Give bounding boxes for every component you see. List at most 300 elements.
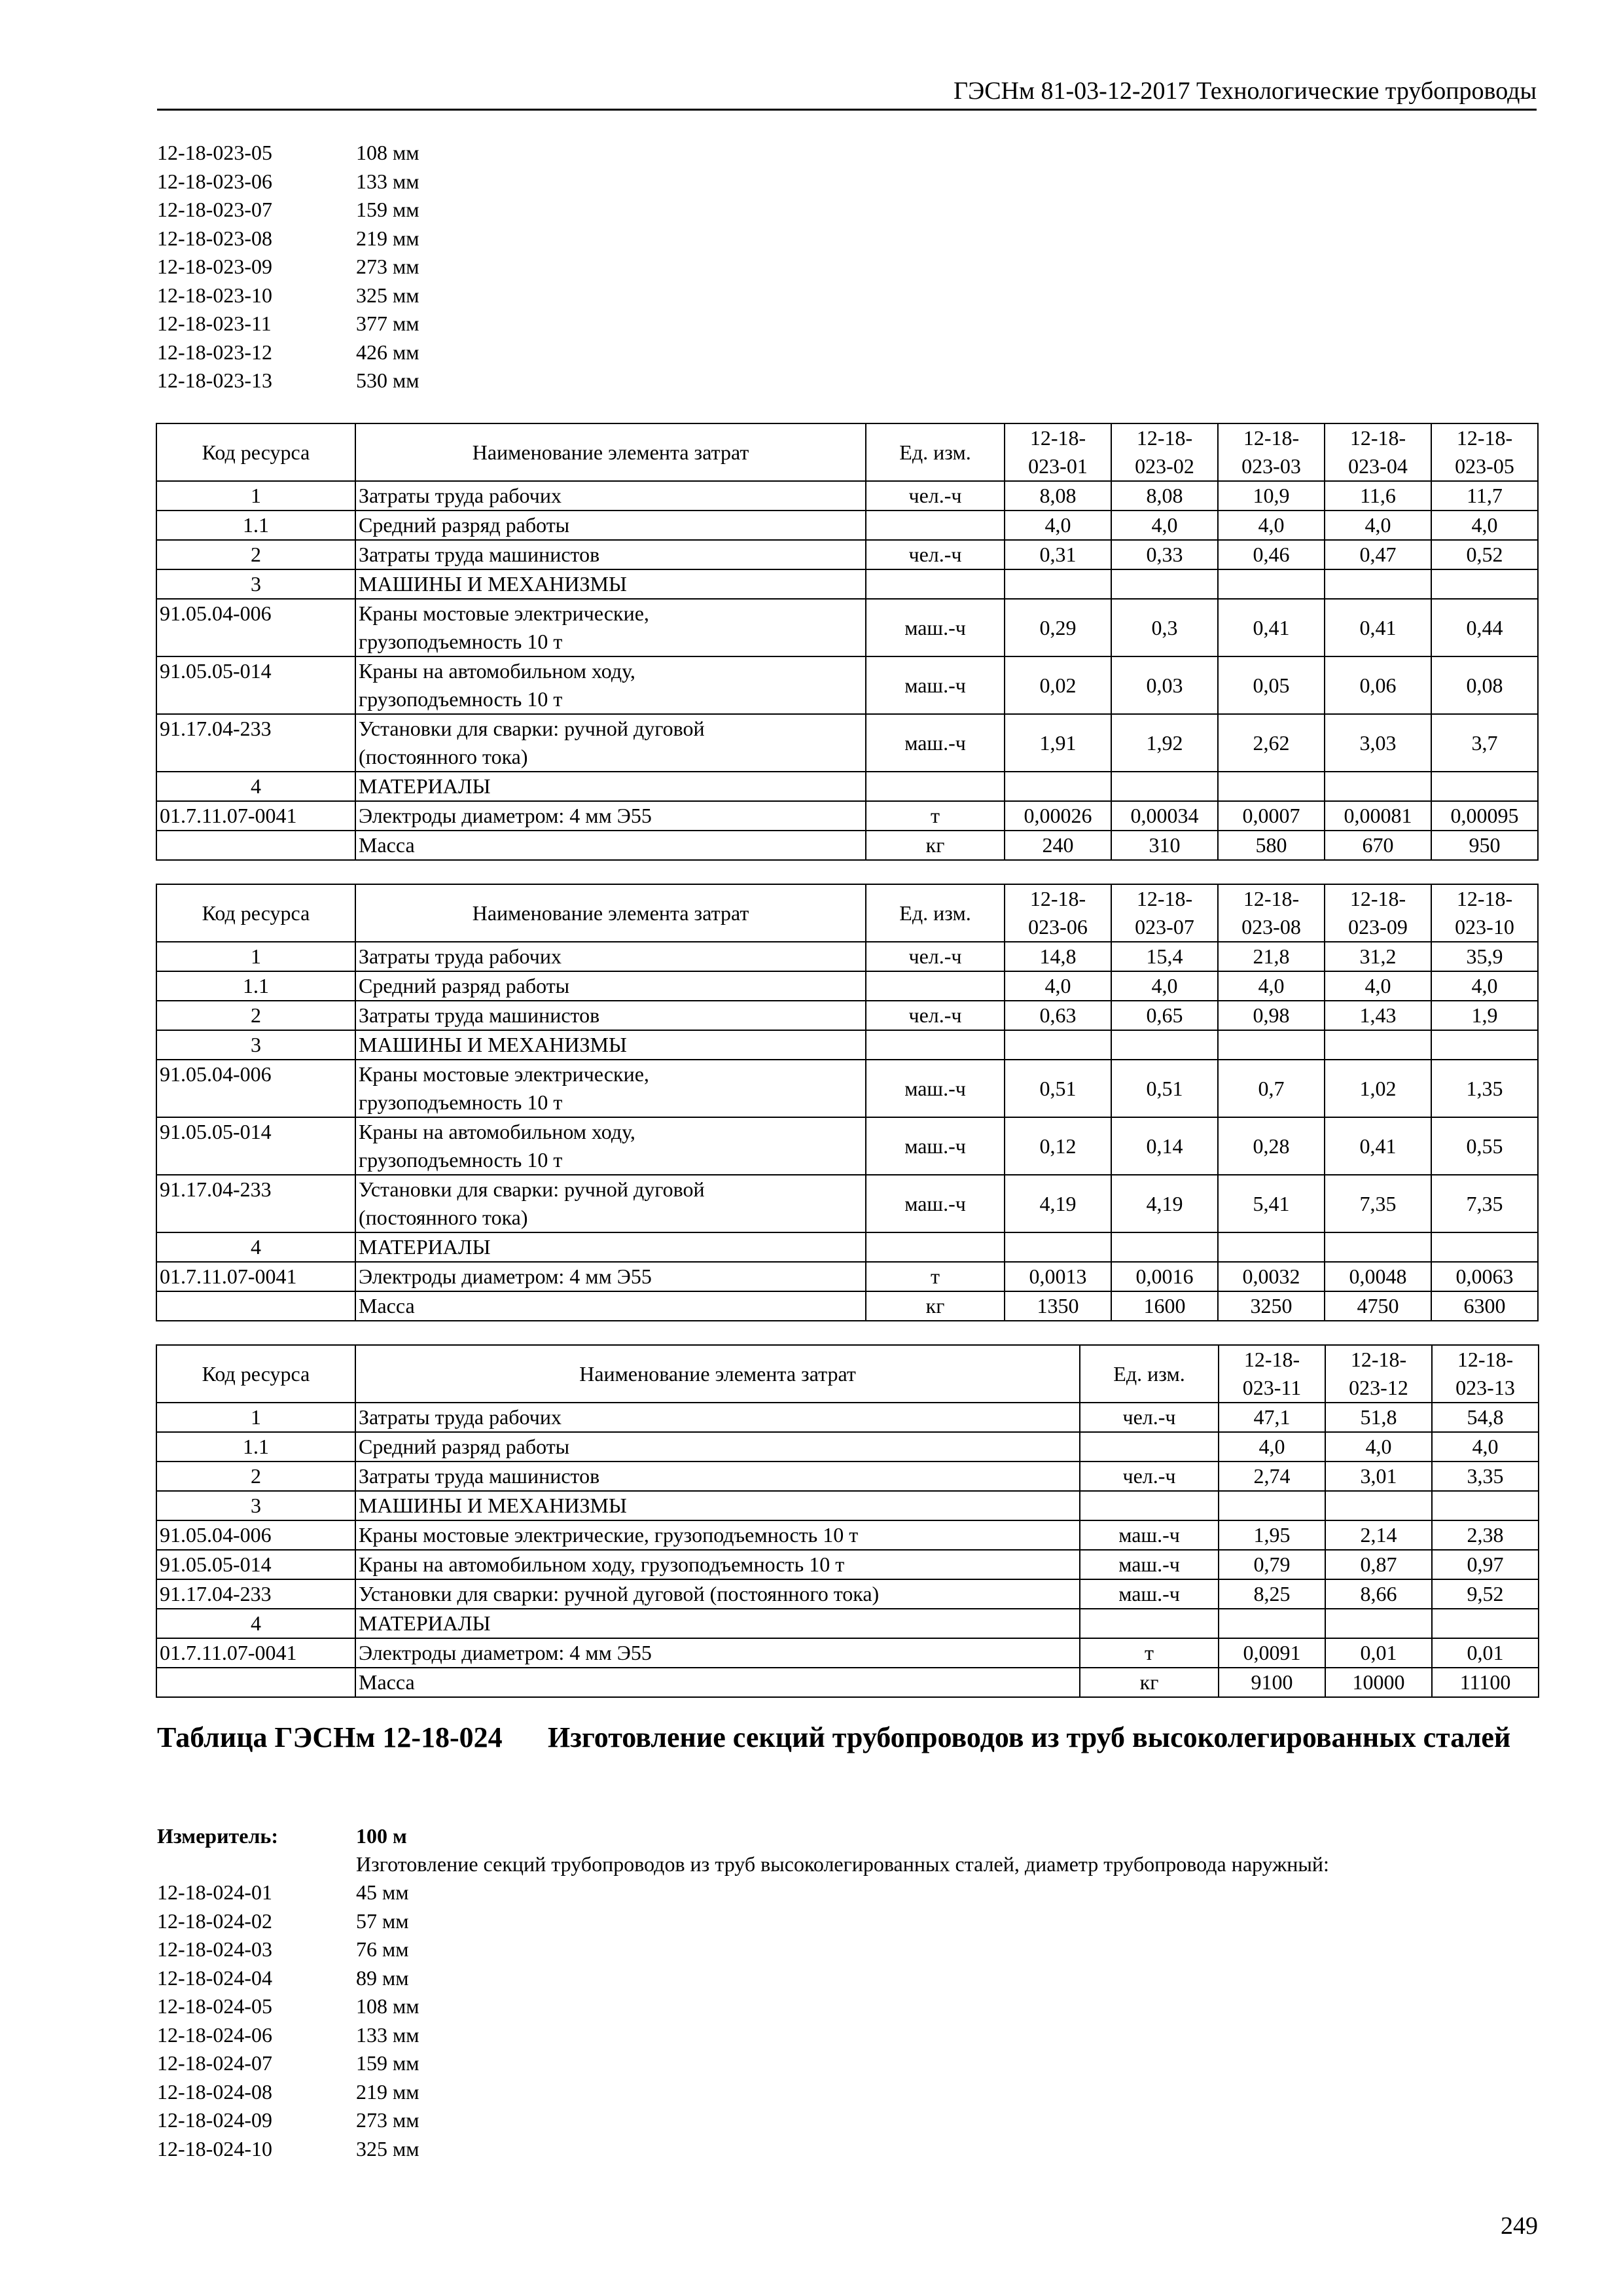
resource-value: 15,4 bbox=[1111, 942, 1218, 971]
header-row bbox=[156, 1345, 1539, 1403]
list-item-value: 219 мм bbox=[356, 226, 419, 250]
header-row bbox=[156, 884, 1538, 942]
resource-value: 0,0048 bbox=[1325, 1262, 1431, 1291]
resource-name-line2: (постоянного тока) bbox=[359, 745, 528, 768]
resource-value: 310 bbox=[1111, 831, 1218, 860]
resource-value bbox=[1218, 569, 1325, 599]
col-header-code-id: 12-18- 023-01 bbox=[1005, 423, 1111, 481]
list-item bbox=[157, 139, 1531, 168]
resource-value: 0,47 bbox=[1325, 540, 1431, 569]
resource-value bbox=[1325, 1609, 1432, 1638]
resource-value: 3250 bbox=[1218, 1291, 1325, 1321]
resource-value: 670 bbox=[1325, 831, 1431, 860]
row-machinist bbox=[156, 540, 1538, 569]
header-row bbox=[156, 423, 1538, 481]
list-item-value: 219 мм bbox=[356, 2079, 419, 2104]
list-item bbox=[157, 1935, 1531, 1964]
row-grade bbox=[156, 971, 1538, 1001]
resource-value: 4750 bbox=[1325, 1291, 1431, 1321]
resource-value: 0,55 bbox=[1431, 1117, 1538, 1175]
resource-value bbox=[1325, 569, 1431, 599]
row-machine bbox=[156, 656, 1538, 714]
row-machines-heading bbox=[156, 1030, 1538, 1060]
row-materials-heading bbox=[156, 1609, 1539, 1638]
resource-value: 31,2 bbox=[1325, 942, 1431, 971]
list-item-value: 133 мм bbox=[356, 2022, 419, 2047]
col-header-code-id: 12-18- 023-11 bbox=[1219, 1345, 1325, 1403]
resource-code: 2 bbox=[156, 1462, 355, 1491]
meter-value: 100 м bbox=[356, 1824, 407, 1848]
list-item-code: 12-18-024-01 bbox=[157, 1880, 272, 1904]
row-mass bbox=[156, 831, 1538, 860]
resource-unit bbox=[1080, 1609, 1219, 1638]
resource-value bbox=[1219, 1491, 1325, 1520]
resource-value: 5,41 bbox=[1218, 1175, 1325, 1232]
resource-name: Затраты труда машинистов bbox=[355, 1462, 1080, 1491]
row-materials-heading bbox=[156, 772, 1538, 801]
row-machinist bbox=[156, 1462, 1539, 1491]
resource-value: 0,51 bbox=[1111, 1060, 1218, 1117]
resource-value bbox=[1325, 772, 1431, 801]
list-item-code: 12-18-023-05 bbox=[157, 141, 272, 164]
resource-value: 0,0007 bbox=[1218, 801, 1325, 831]
col-header-code-id: 12-18- 023-05 bbox=[1431, 423, 1538, 481]
resource-value bbox=[1111, 772, 1218, 801]
resource-value: 1350 bbox=[1005, 1291, 1111, 1321]
resource-value: 4,0 bbox=[1219, 1432, 1325, 1462]
resource-value: 0,41 bbox=[1325, 1117, 1431, 1175]
resource-code: 91.05.04-006 bbox=[156, 599, 355, 656]
resource-value: 6300 bbox=[1431, 1291, 1538, 1321]
list-item-code: 12-18-024-03 bbox=[157, 1937, 272, 1961]
list-item bbox=[157, 2078, 1531, 2107]
resource-name: МАТЕРИАЛЫ bbox=[355, 772, 866, 801]
resource-unit: чел.-ч bbox=[866, 942, 1005, 971]
list-item-value: 89 мм bbox=[356, 1965, 409, 1990]
resource-code: 2 bbox=[156, 1001, 355, 1030]
list-item-code: 12-18-023-08 bbox=[157, 226, 272, 250]
resource-value bbox=[1431, 1030, 1538, 1060]
list-item-value: 530 мм bbox=[356, 368, 419, 392]
resource-name: Масса bbox=[355, 831, 866, 860]
resource-unit: маш.-ч bbox=[866, 714, 1005, 772]
resource-value: 0,0063 bbox=[1431, 1262, 1538, 1291]
resource-name-line1: Краны мостовые электрические, bbox=[359, 601, 649, 625]
resource-value: 0,08 bbox=[1431, 656, 1538, 714]
list-item-value: 159 мм bbox=[356, 2051, 419, 2075]
resource-code bbox=[156, 831, 355, 860]
list-item-code: 12-18-023-13 bbox=[157, 368, 272, 392]
section-heading: Изготовление секций трубопроводов из труб высоколегированных сталей bbox=[548, 1721, 1511, 1753]
resource-value: 51,8 bbox=[1325, 1403, 1432, 1432]
resource-value: 2,14 bbox=[1325, 1520, 1432, 1550]
resource-name bbox=[355, 1175, 866, 1232]
resource-value bbox=[1431, 569, 1538, 599]
resource-value: 8,08 bbox=[1111, 481, 1218, 511]
resource-value: 0,63 bbox=[1005, 1001, 1111, 1030]
meter-block bbox=[157, 1822, 1538, 1851]
resource-code: 91.05.05-014 bbox=[156, 656, 355, 714]
row-material bbox=[156, 1638, 1539, 1668]
resource-name: Электроды диаметром: 4 мм Э55 bbox=[355, 1638, 1080, 1668]
resource-value: 0,0032 bbox=[1218, 1262, 1325, 1291]
resource-unit bbox=[866, 569, 1005, 599]
resource-name: Затраты труда рабочих bbox=[355, 942, 866, 971]
resource-code: 91.17.04-233 bbox=[156, 1579, 355, 1609]
resource-value: 54,8 bbox=[1432, 1403, 1539, 1432]
list-item-code: 12-18-024-07 bbox=[157, 2051, 272, 2075]
resource-code: 01.7.11.07-0041 bbox=[156, 1262, 355, 1291]
resource-unit: маш.-ч bbox=[866, 599, 1005, 656]
resource-code: 4 bbox=[156, 1609, 355, 1638]
list-item bbox=[157, 2049, 1531, 2078]
resource-name: МАШИНЫ И МЕХАНИЗМЫ bbox=[355, 1491, 1080, 1520]
resource-code: 91.17.04-233 bbox=[156, 1175, 355, 1232]
list-item-value: 108 мм bbox=[356, 141, 419, 164]
row-labor bbox=[156, 481, 1538, 511]
resource-value: 0,28 bbox=[1218, 1117, 1325, 1175]
col-header-unit: Ед. изм. bbox=[866, 423, 1005, 481]
resource-name-line1: Установки для сварки: ручной дуговой bbox=[359, 717, 705, 740]
resource-code: 01.7.11.07-0041 bbox=[156, 801, 355, 831]
section-title bbox=[157, 1720, 1538, 1755]
resource-name bbox=[355, 599, 866, 656]
col-header-code: Код ресурса bbox=[156, 884, 355, 942]
resource-name: МАТЕРИАЛЫ bbox=[355, 1232, 866, 1262]
col-header-unit: Ед. изм. bbox=[866, 884, 1005, 942]
row-material bbox=[156, 801, 1538, 831]
resource-value bbox=[1218, 1232, 1325, 1262]
resource-value: 0,14 bbox=[1111, 1117, 1218, 1175]
list-item-code: 12-18-024-05 bbox=[157, 1994, 272, 2018]
col-header-code-id: 12-18- 023-07 bbox=[1111, 884, 1218, 942]
resource-value: 1,9 bbox=[1431, 1001, 1538, 1030]
resource-value: 3,01 bbox=[1325, 1462, 1432, 1491]
resource-value: 9,52 bbox=[1432, 1579, 1539, 1609]
resource-value: 7,35 bbox=[1325, 1175, 1431, 1232]
resource-value: 0,97 bbox=[1432, 1550, 1539, 1579]
col-header-name: Наименование элемента затрат bbox=[355, 1345, 1080, 1403]
resource-value bbox=[1111, 1030, 1218, 1060]
resource-unit: кг bbox=[866, 831, 1005, 860]
resource-value: 10,9 bbox=[1218, 481, 1325, 511]
resource-name-line1: Краны мостовые электрические, bbox=[359, 1062, 649, 1086]
resource-code: 2 bbox=[156, 540, 355, 569]
resource-code bbox=[156, 1668, 355, 1697]
list-item bbox=[157, 1907, 1531, 1936]
list-item-code: 12-18-023-09 bbox=[157, 255, 272, 278]
row-labor bbox=[156, 1403, 1539, 1432]
col-header-unit: Ед. изм. bbox=[1080, 1345, 1219, 1403]
resource-value: 0,01 bbox=[1325, 1638, 1432, 1668]
resource-value bbox=[1432, 1609, 1539, 1638]
resource-name-line2: грузоподъемность 10 т bbox=[359, 687, 563, 711]
resource-name: Масса bbox=[355, 1668, 1080, 1697]
resource-value: 0,29 bbox=[1005, 599, 1111, 656]
resource-value bbox=[1431, 772, 1538, 801]
resource-unit: маш.-ч bbox=[866, 1117, 1005, 1175]
section-label: Таблица ГЭСНм 12-18-024 bbox=[157, 1721, 503, 1753]
resource-code: 1 bbox=[156, 942, 355, 971]
resource-name: Масса bbox=[355, 1291, 866, 1321]
row-machine bbox=[156, 1550, 1539, 1579]
row-grade bbox=[156, 1432, 1539, 1462]
resource-name: МАШИНЫ И МЕХАНИЗМЫ bbox=[355, 569, 866, 599]
resource-name bbox=[355, 714, 866, 772]
list-item bbox=[157, 1992, 1531, 2021]
resource-code: 3 bbox=[156, 1030, 355, 1060]
row-machine bbox=[156, 714, 1538, 772]
resource-value: 0,41 bbox=[1218, 599, 1325, 656]
resource-value: 4,0 bbox=[1325, 511, 1431, 540]
resource-name: Затраты труда машинистов bbox=[355, 1001, 866, 1030]
resource-code: 01.7.11.07-0041 bbox=[156, 1638, 355, 1668]
list-item-code: 12-18-024-06 bbox=[157, 2022, 272, 2047]
resource-value bbox=[1219, 1609, 1325, 1638]
resource-value: 4,0 bbox=[1325, 1432, 1432, 1462]
resource-value: 4,19 bbox=[1005, 1175, 1111, 1232]
resource-value: 0,65 bbox=[1111, 1001, 1218, 1030]
col-header-code-id: 12-18- 023-04 bbox=[1325, 423, 1431, 481]
resource-value: 1600 bbox=[1111, 1291, 1218, 1321]
resource-code bbox=[156, 1291, 355, 1321]
resource-value: 0,3 bbox=[1111, 599, 1218, 656]
resource-value: 4,0 bbox=[1111, 971, 1218, 1001]
resource-name: Электроды диаметром: 4 мм Э55 bbox=[355, 1262, 866, 1291]
list-item bbox=[157, 2135, 1531, 2164]
list-item-code: 12-18-024-04 bbox=[157, 1965, 272, 1990]
resource-value: 1,02 bbox=[1325, 1060, 1431, 1117]
resource-name: Затраты труда рабочих bbox=[355, 481, 866, 511]
resource-name: Средний разряд работы bbox=[355, 511, 866, 540]
resource-value: 4,0 bbox=[1005, 511, 1111, 540]
resource-value: 9100 bbox=[1219, 1668, 1325, 1697]
resource-code: 1 bbox=[156, 481, 355, 511]
resource-table-1 bbox=[156, 423, 1539, 861]
resource-value: 47,1 bbox=[1219, 1403, 1325, 1432]
resource-value: 0,00081 bbox=[1325, 801, 1431, 831]
resource-value: 0,7 bbox=[1218, 1060, 1325, 1117]
resource-value: 35,9 bbox=[1431, 942, 1538, 971]
row-machine bbox=[156, 1060, 1538, 1117]
row-machinist bbox=[156, 1001, 1538, 1030]
row-machine bbox=[156, 1175, 1538, 1232]
resource-value bbox=[1005, 1232, 1111, 1262]
resource-name-line2: грузоподъемность 10 т bbox=[359, 1148, 563, 1172]
resource-value: 0,98 bbox=[1218, 1001, 1325, 1030]
list-item-value: 377 мм bbox=[356, 312, 419, 335]
list-item-code: 12-18-024-02 bbox=[157, 1909, 272, 1933]
resource-value: 10000 bbox=[1325, 1668, 1432, 1697]
col-header-code-id: 12-18- 023-08 bbox=[1218, 884, 1325, 942]
resource-code: 1 bbox=[156, 1403, 355, 1432]
resource-unit: маш.-ч bbox=[1080, 1579, 1219, 1609]
row-mass bbox=[156, 1668, 1539, 1697]
resource-unit: т bbox=[866, 1262, 1005, 1291]
resource-value bbox=[1111, 1232, 1218, 1262]
resource-value: 0,31 bbox=[1005, 540, 1111, 569]
row-material bbox=[156, 1262, 1538, 1291]
resource-unit bbox=[866, 511, 1005, 540]
resource-value: 21,8 bbox=[1218, 942, 1325, 971]
code-list-bottom bbox=[157, 1878, 1531, 2163]
resource-value: 3,03 bbox=[1325, 714, 1431, 772]
list-item-code: 12-18-023-11 bbox=[157, 312, 272, 335]
col-header-name: Наименование элемента затрат bbox=[355, 884, 866, 942]
resource-code: 91.05.04-006 bbox=[156, 1060, 355, 1117]
resource-name-line1: Установки для сварки: ручной дуговой bbox=[359, 1177, 705, 1201]
resource-unit bbox=[866, 1232, 1005, 1262]
list-item-value: 159 мм bbox=[356, 198, 419, 221]
list-item bbox=[157, 253, 1531, 281]
resource-unit: т bbox=[866, 801, 1005, 831]
list-item-value: 57 мм bbox=[356, 1909, 409, 1933]
resource-table-2 bbox=[156, 884, 1539, 1321]
row-machine bbox=[156, 1520, 1539, 1550]
col-header-code-id: 12-18- 023-03 bbox=[1218, 423, 1325, 481]
row-materials-heading bbox=[156, 1232, 1538, 1262]
col-header-code: Код ресурса bbox=[156, 423, 355, 481]
resource-value: 0,12 bbox=[1005, 1117, 1111, 1175]
col-header-code-id: 12-18- 023-02 bbox=[1111, 423, 1218, 481]
resource-value: 4,0 bbox=[1432, 1432, 1539, 1462]
resource-value: 11,6 bbox=[1325, 481, 1431, 511]
resource-value: 3,7 bbox=[1431, 714, 1538, 772]
resource-value: 0,0091 bbox=[1219, 1638, 1325, 1668]
resource-unit bbox=[1080, 1491, 1219, 1520]
list-item-code: 12-18-024-09 bbox=[157, 2108, 272, 2132]
resource-value bbox=[1218, 1030, 1325, 1060]
page-number: 249 bbox=[1501, 2212, 1538, 2240]
list-item-value: 45 мм bbox=[356, 1880, 409, 1904]
resource-value: 4,0 bbox=[1218, 511, 1325, 540]
resource-value: 1,43 bbox=[1325, 1001, 1431, 1030]
resource-value: 0,41 bbox=[1325, 599, 1431, 656]
list-item-code: 12-18-023-06 bbox=[157, 169, 272, 193]
col-header-code-id: 12-18- 023-06 bbox=[1005, 884, 1111, 942]
resource-value: 4,0 bbox=[1005, 971, 1111, 1001]
resource-unit bbox=[1080, 1432, 1219, 1462]
resource-value: 0,52 bbox=[1431, 540, 1538, 569]
list-item bbox=[157, 1964, 1531, 1993]
resource-value: 1,95 bbox=[1219, 1520, 1325, 1550]
list-item-value: 273 мм bbox=[356, 255, 419, 278]
resource-name bbox=[355, 1060, 866, 1117]
list-item-code: 12-18-024-08 bbox=[157, 2079, 272, 2104]
resource-value: 0,33 bbox=[1111, 540, 1218, 569]
resource-value bbox=[1325, 1491, 1432, 1520]
resource-code: 1.1 bbox=[156, 971, 355, 1001]
col-header-code: Код ресурса bbox=[156, 1345, 355, 1403]
resource-value: 1,35 bbox=[1431, 1060, 1538, 1117]
resource-value: 0,00034 bbox=[1111, 801, 1218, 831]
col-header-code-id: 12-18- 023-09 bbox=[1325, 884, 1431, 942]
list-item-value: 426 мм bbox=[356, 340, 419, 364]
list-item-value: 108 мм bbox=[356, 1994, 419, 2018]
resource-value: 0,00026 bbox=[1005, 801, 1111, 831]
resource-value: 4,19 bbox=[1111, 1175, 1218, 1232]
resource-value: 14,8 bbox=[1005, 942, 1111, 971]
resource-value: 4,0 bbox=[1111, 511, 1218, 540]
row-grade bbox=[156, 511, 1538, 540]
resource-value: 2,74 bbox=[1219, 1462, 1325, 1491]
list-item-code: 12-18-024-10 bbox=[157, 2136, 272, 2161]
resource-value: 8,25 bbox=[1219, 1579, 1325, 1609]
resource-unit: маш.-ч bbox=[1080, 1520, 1219, 1550]
resource-value: 0,03 bbox=[1111, 656, 1218, 714]
resource-unit: кг bbox=[866, 1291, 1005, 1321]
meter-label: Измеритель: bbox=[157, 1824, 278, 1848]
meter-description: Изготовление секций трубопроводов из труб высоколегированных сталей, диаметр трубопровода наружный: bbox=[356, 1852, 1329, 1876]
list-item bbox=[157, 367, 1531, 395]
resource-value: 0,06 bbox=[1325, 656, 1431, 714]
resource-value: 0,51 bbox=[1005, 1060, 1111, 1117]
resource-value: 4,0 bbox=[1218, 971, 1325, 1001]
resource-value bbox=[1005, 1030, 1111, 1060]
resource-unit: чел.-ч bbox=[866, 540, 1005, 569]
resource-code: 4 bbox=[156, 1232, 355, 1262]
resource-value: 3,35 bbox=[1432, 1462, 1539, 1491]
resource-name: МАШИНЫ И МЕХАНИЗМЫ bbox=[355, 1030, 866, 1060]
resource-name-line2: (постоянного тока) bbox=[359, 1206, 528, 1229]
row-machine bbox=[156, 1117, 1538, 1175]
resource-unit: маш.-ч bbox=[866, 656, 1005, 714]
list-item bbox=[157, 168, 1531, 196]
resource-unit: маш.-ч bbox=[866, 1175, 1005, 1232]
list-item-value: 133 мм bbox=[356, 169, 419, 193]
resource-code: 1.1 bbox=[156, 511, 355, 540]
resource-value bbox=[1005, 772, 1111, 801]
resource-value bbox=[1432, 1491, 1539, 1520]
row-machines-heading bbox=[156, 1491, 1539, 1520]
row-machines-heading bbox=[156, 569, 1538, 599]
resource-value: 4,0 bbox=[1325, 971, 1431, 1001]
resource-code: 1.1 bbox=[156, 1432, 355, 1462]
resource-code: 91.05.04-006 bbox=[156, 1520, 355, 1550]
resource-unit bbox=[866, 772, 1005, 801]
resource-name: Установки для сварки: ручной дуговой (постоянного тока) bbox=[355, 1579, 1080, 1609]
resource-unit: чел.-ч bbox=[1080, 1403, 1219, 1432]
resource-value: 950 bbox=[1431, 831, 1538, 860]
resource-unit: маш.-ч bbox=[1080, 1550, 1219, 1579]
resource-value: 0,44 bbox=[1431, 599, 1538, 656]
resource-code: 3 bbox=[156, 1491, 355, 1520]
list-item-code: 12-18-023-07 bbox=[157, 198, 272, 221]
resource-value: 4,0 bbox=[1431, 971, 1538, 1001]
list-item bbox=[157, 1878, 1531, 1907]
resource-unit bbox=[866, 1030, 1005, 1060]
list-item bbox=[157, 224, 1531, 253]
resource-value bbox=[1325, 1232, 1431, 1262]
row-mass bbox=[156, 1291, 1538, 1321]
resource-value: 11,7 bbox=[1431, 481, 1538, 511]
resource-value: 0,0013 bbox=[1005, 1262, 1111, 1291]
resource-value bbox=[1325, 1030, 1431, 1060]
resource-name-line2: грузоподъемность 10 т bbox=[359, 1090, 563, 1114]
resource-value: 240 bbox=[1005, 831, 1111, 860]
resource-value: 8,08 bbox=[1005, 481, 1111, 511]
list-item-value: 325 мм bbox=[356, 283, 419, 307]
resource-unit: чел.-ч bbox=[1080, 1462, 1219, 1491]
resource-name bbox=[355, 656, 866, 714]
resource-value: 8,66 bbox=[1325, 1579, 1432, 1609]
resource-unit: чел.-ч bbox=[866, 1001, 1005, 1030]
resource-unit: кг bbox=[1080, 1668, 1219, 1697]
resource-code: 91.05.05-014 bbox=[156, 1550, 355, 1579]
col-header-code-id: 12-18- 023-12 bbox=[1325, 1345, 1432, 1403]
resource-value: 1,92 bbox=[1111, 714, 1218, 772]
list-item-value: 273 мм bbox=[356, 2108, 419, 2132]
